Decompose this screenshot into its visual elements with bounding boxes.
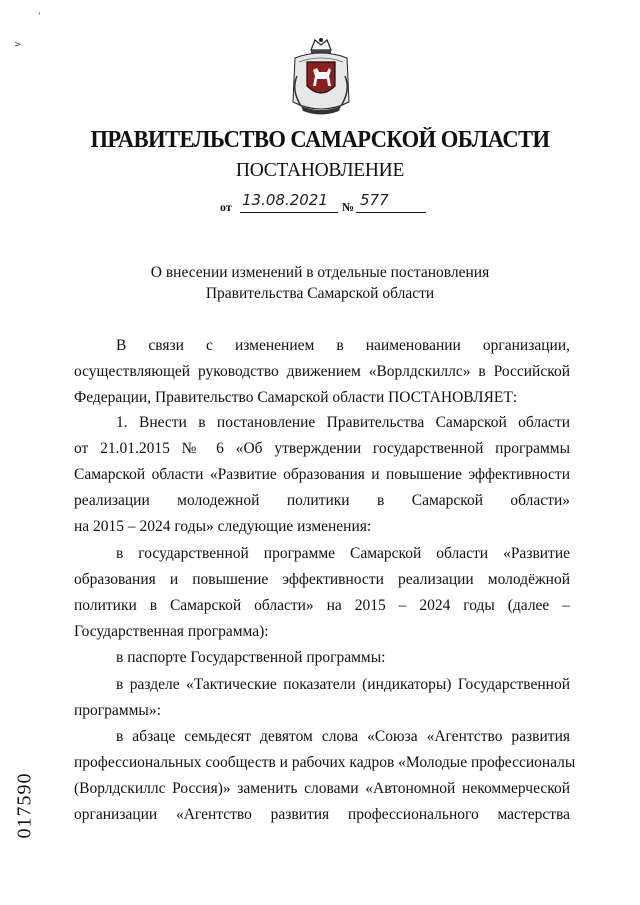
- body-line: политики в Самарской области» на 2015 – 2024 годы (далее –: [74, 597, 570, 614]
- number-value: 577: [360, 191, 389, 209]
- body-line: В связи с изменением в наименовании организации,: [116, 337, 570, 354]
- subject-line: Правительства Самарской области: [205, 285, 435, 302]
- body-line: профессиональных сообществ и рабочих кадров «Молодые профессионалы: [74, 754, 576, 771]
- body-line: Федерации, Правительство Самарской области ПОСТАНОВЛЯЕТ:: [74, 389, 518, 406]
- body-line: осуществляющей руководство движением «Ворлдскиллс» в Российской: [74, 363, 570, 380]
- serial-number: 017590: [13, 772, 36, 839]
- body-line: программы»:: [74, 702, 161, 719]
- body-line: Государственная программа):: [74, 623, 269, 640]
- body-line: 1. Внести в постановление Правительства Самарской области: [116, 414, 570, 431]
- date-prefix: от: [220, 200, 232, 214]
- scan-mark: >: [14, 40, 22, 50]
- organization-title: ПРАВИТЕЛЬСТВО САМАРСКОЙ ОБЛАСТИ: [90, 127, 550, 153]
- number-underline: [356, 212, 426, 213]
- date-value: 13.08.2021: [242, 191, 328, 209]
- number-prefix: №: [342, 200, 355, 214]
- body-line: в государственной программе Самарской области «Развитие: [116, 545, 570, 562]
- document-subject: [0, 262, 640, 304]
- date-number-line: [220, 190, 440, 214]
- serial-stamp: [14, 760, 36, 850]
- coat-of-arms-emblem: [289, 36, 353, 118]
- body-line: (Ворлдскиллс Россия)» заменить словами «Автономной некоммерческой: [74, 780, 570, 797]
- body-line: Самарской области «Развитие образования и повышение эффективности: [74, 466, 570, 483]
- body-line: в разделе «Тактические показатели (индикаторы) Государственной: [116, 676, 570, 693]
- subject-line: О внесении изменений в отдельные постановления: [150, 264, 490, 281]
- body-line: в абзаце семьдесят девятом слова «Союза «Агентство развития: [116, 728, 570, 745]
- body-line: в паспорте Государственной программы:: [116, 649, 386, 666]
- body-line: реализации молодежной политики в Самарской области»: [74, 492, 570, 509]
- body-line: от 21.01.2015 № 6 «Об утверждении государственной программы: [74, 440, 570, 457]
- body-line: образования и повышение эффективности реализации молодёжной: [74, 571, 570, 588]
- body-line: организации «Агентство развития профессионального мастерства: [74, 806, 570, 823]
- body-line: на 2015 – 2024 годы» следующие изменения:: [74, 518, 372, 535]
- document-type: ПОСТАНОВЛЕНИЕ: [235, 160, 405, 181]
- date-underline: [240, 212, 338, 213]
- scan-mark: ʼ: [38, 12, 41, 22]
